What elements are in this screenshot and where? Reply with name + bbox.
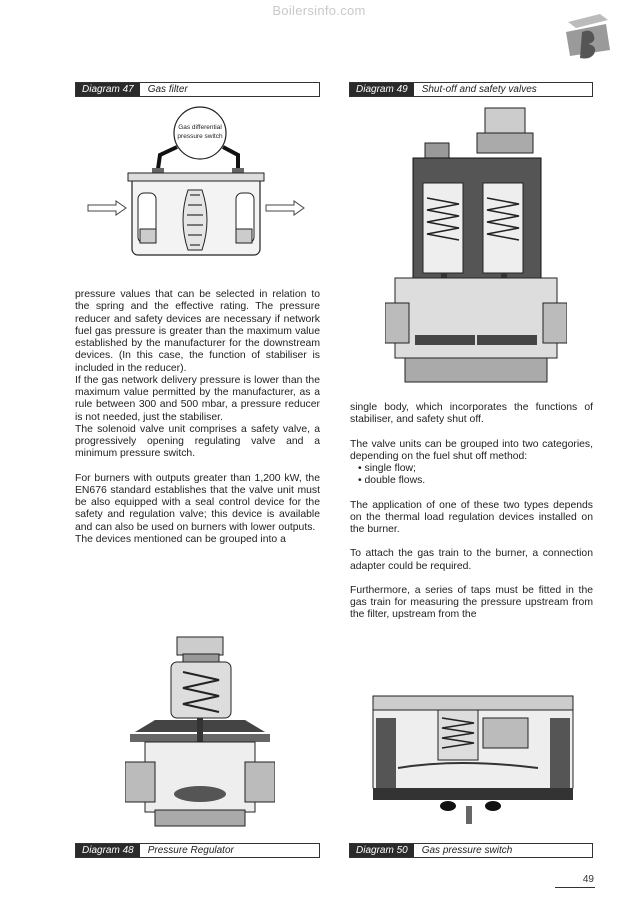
gas-filter-diagram — [80, 105, 320, 275]
right-paragraph-4: To attach the gas train to the burner, a connection adapter could be required. — [350, 548, 593, 572]
gas-pressure-switch-diagram — [368, 688, 578, 828]
caption-number: Diagram 47 — [76, 83, 140, 96]
caption-title: Pressure Regulator — [147, 845, 234, 856]
caption-number: Diagram 50 — [350, 844, 414, 857]
right-column-text — [350, 402, 593, 622]
caption-title: Shut-off and safety valves — [421, 84, 537, 95]
caption-number: Diagram 49 — [350, 83, 414, 96]
publisher-logo — [560, 10, 616, 60]
watermark: Boilersinfo.com — [272, 3, 366, 18]
left-paragraph-2: If the gas network delivery pressure is lower than the maximum value permitted by the manufacturer, as a rule between 300 and 500 mbar, a pressure reducer is not needed, just the stabiliser. — [75, 374, 320, 423]
left-paragraph-3: The solenoid valve unit comprises a safety valve, a progressively opening regulating valve and a minimum pressure switch. — [75, 423, 320, 460]
right-paragraph-3: The application of one of these two types depends on the thermal load regulation devices installed on the burner. — [350, 499, 593, 535]
bullet-single-flow: • single flow; — [358, 463, 416, 474]
bullet-double-flows: • double flows. — [358, 475, 426, 487]
filter-label-line-1: Gas differential — [178, 124, 222, 131]
page-number: 49 — [582, 874, 594, 885]
left-paragraph-1: pressure values that can be selected in relation to the spring and the effective rating. The pressure reducer and safety devices are necessary if network fuel gas pressure is greater than the maximum value established by the manufacturer for the downstream devices. (In this case, the function of stabiliser is included in the reducer). — [75, 289, 320, 374]
right-paragraph-2: The valve units can be grouped into two categories, depending on the fuel shut off method: — [350, 438, 593, 462]
caption-diagram-50 — [349, 843, 593, 858]
left-paragraph-4: For burners with outputs greater than 1,200 kW, the EN676 standard establishes that the valve unit must be also equipped with a seal control device for the safety and regulation valve; this device is available and can also be used on burners with lower outputs. — [75, 472, 320, 533]
page-number-rule — [555, 887, 595, 888]
caption-diagram-49 — [349, 82, 593, 97]
caption-diagram-48 — [75, 843, 320, 858]
shut-off-valve-diagram — [385, 103, 567, 388]
right-paragraph-1: single body, which incorporates the functions of stabiliser, and safety shut off. — [350, 402, 593, 426]
left-paragraph-5: The devices mentioned can be grouped into a — [75, 533, 286, 545]
caption-title: Gas filter — [147, 84, 188, 95]
caption-title: Gas pressure switch — [421, 845, 513, 856]
left-column-text — [75, 289, 320, 546]
pressure-regulator-diagram — [125, 632, 275, 830]
caption-diagram-47 — [75, 82, 320, 97]
filter-label-line-2: pressure switch — [177, 133, 223, 140]
right-paragraph-5: Furthermore, a series of taps must be fitted in the gas train for measuring the pressure upstream from the filter, upstream from the — [350, 584, 593, 621]
caption-number: Diagram 48 — [76, 844, 140, 857]
